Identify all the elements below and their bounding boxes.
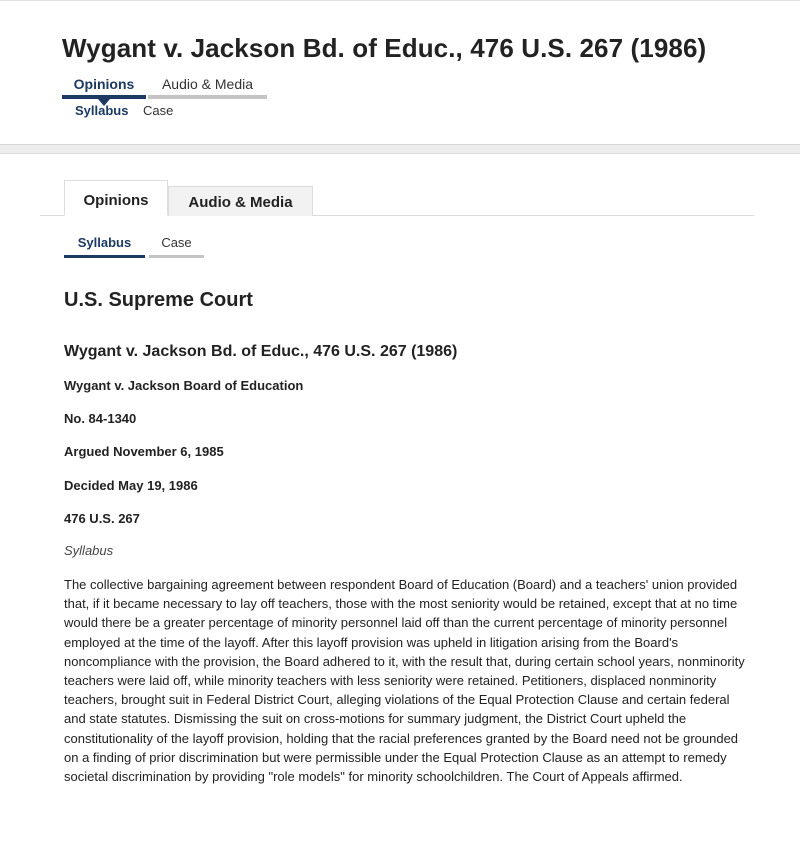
header-subtab-case[interactable]: Case <box>143 103 174 118</box>
tab-audio-media[interactable]: Audio & Media <box>168 186 313 216</box>
page-title: Wygant v. Jackson Bd. of Educ., 476 U.S. 267 (1986) <box>62 33 707 63</box>
header-subtab-syllabus[interactable]: Syllabus <box>75 103 129 118</box>
citation: 476 U.S. 267 <box>64 511 140 526</box>
syllabus-body: The collective bargaining agreement between respondent Board of Education (Board) and a teachers' union provided that, if it became necessary to lay off teachers, those with the most seniority would be retained, except that at no time would there be a greater percentage of minority personnel laid off than the current percentage of minority personnel employed at the time of the layoff. After this layoff provision was upheld in litigation arising from the Board's noncompliance with the provision, the Board adhered to it, with the result that, during certain school years, nonminority teachers were laid off, while minority teachers with less seniority were retained. Petitioners, displaced nonminority teachers, brought suit in Federal District Court, alleging violations of the Equal Protection Clause and certain federal and state statutes. Dismissing the suit on cross-motions for summary judgment, the District Court upheld the constitutionality of the layoff provision, holding that the racial preferences granted by the Board need not be grounded on a finding of prior discrimination but were permissible under the Equal Protection Clause as an attempt to remedy societal discrimination by providing "role models" for minority schoolchildren. The Court of Appeals affirmed. <box>64 577 745 785</box>
subtab-syllabus[interactable]: Syllabus <box>64 235 145 258</box>
header-tab-audio-media[interactable]: Audio & Media <box>148 75 267 99</box>
tab-opinions[interactable]: Opinions <box>64 180 168 216</box>
decided-date: Decided May 19, 1986 <box>64 478 198 493</box>
sticky-header <box>0 0 800 144</box>
header-separator <box>0 144 800 154</box>
subtab-case[interactable]: Case <box>149 235 204 258</box>
case-title: Wygant v. Jackson Bd. of Educ., 476 U.S. 267 (1986) <box>64 343 458 360</box>
header-tab-opinions[interactable]: Opinions <box>62 75 146 99</box>
syllabus-label: Syllabus <box>64 543 114 558</box>
docket-number: No. 84-1340 <box>64 411 137 426</box>
court-heading: U.S. Supreme Court <box>64 289 253 311</box>
argued-date: Argued November 6, 1985 <box>64 444 224 459</box>
case-full-name: Wygant v. Jackson Board of Education <box>64 378 304 393</box>
